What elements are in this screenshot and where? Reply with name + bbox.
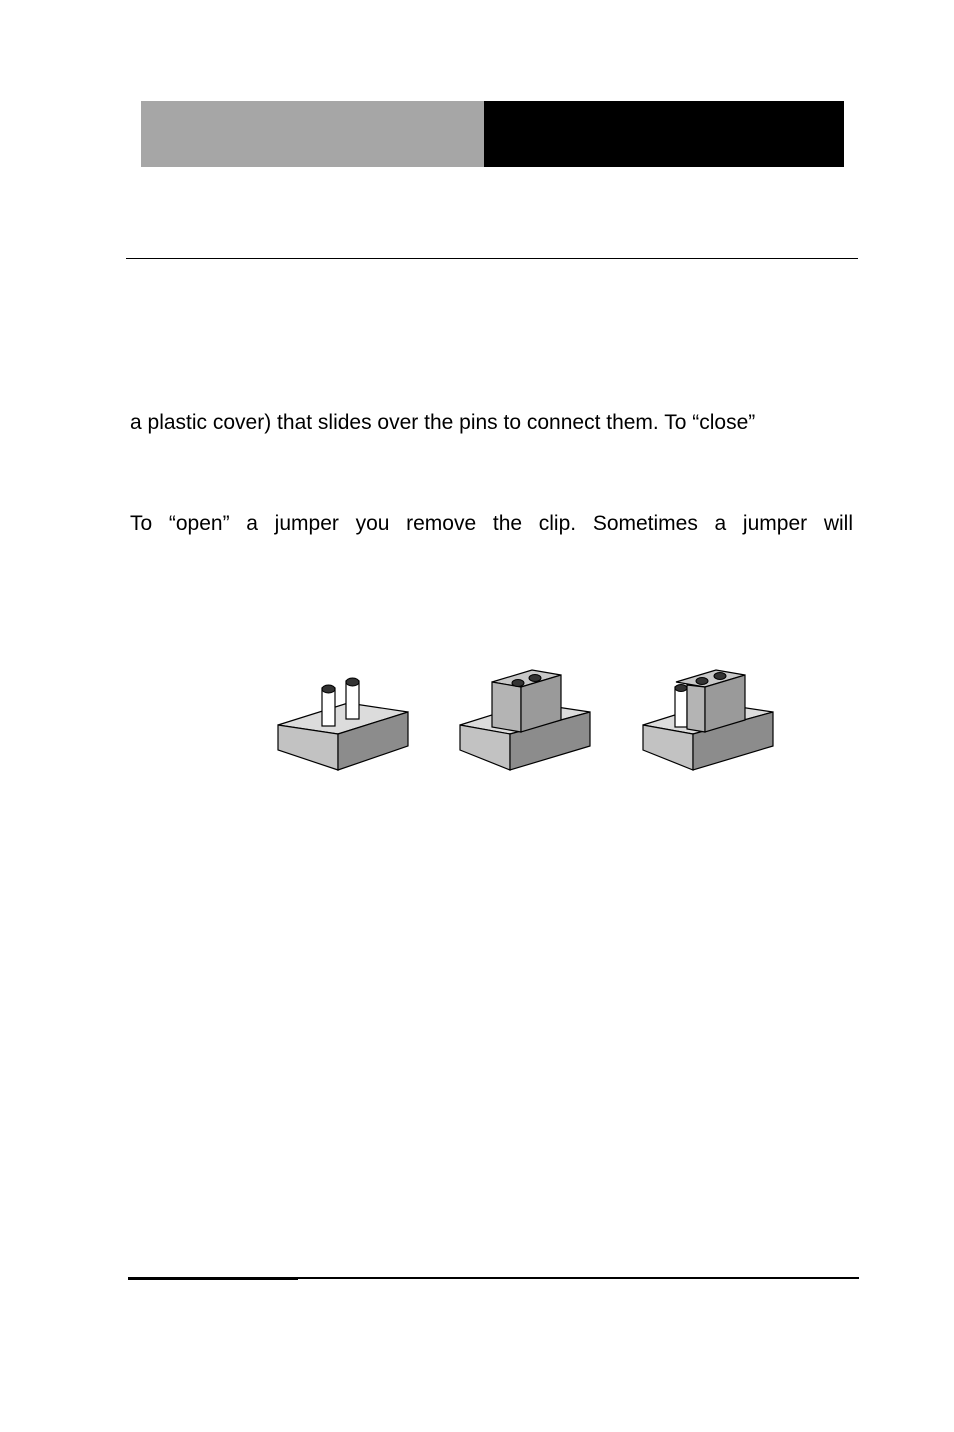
open-jumper-illustration — [278, 678, 408, 770]
header-divider — [126, 258, 858, 259]
chapter-header-right-block — [484, 101, 844, 167]
footer-divider-accent — [128, 1279, 298, 1280]
jumper-figure — [268, 660, 788, 780]
body-paragraph-2: To “open” a jumper you remove the clip. Sometimes a jumper will — [130, 512, 853, 535]
chapter-header-bar — [141, 101, 844, 167]
chapter-header-left-block — [141, 101, 484, 167]
closed-2-3-jumper-illustration — [643, 670, 773, 770]
body-paragraph-1: a plastic cover) that slides over the pins to connect them. To “close” — [130, 411, 756, 434]
closed-jumper-illustration — [460, 670, 590, 770]
